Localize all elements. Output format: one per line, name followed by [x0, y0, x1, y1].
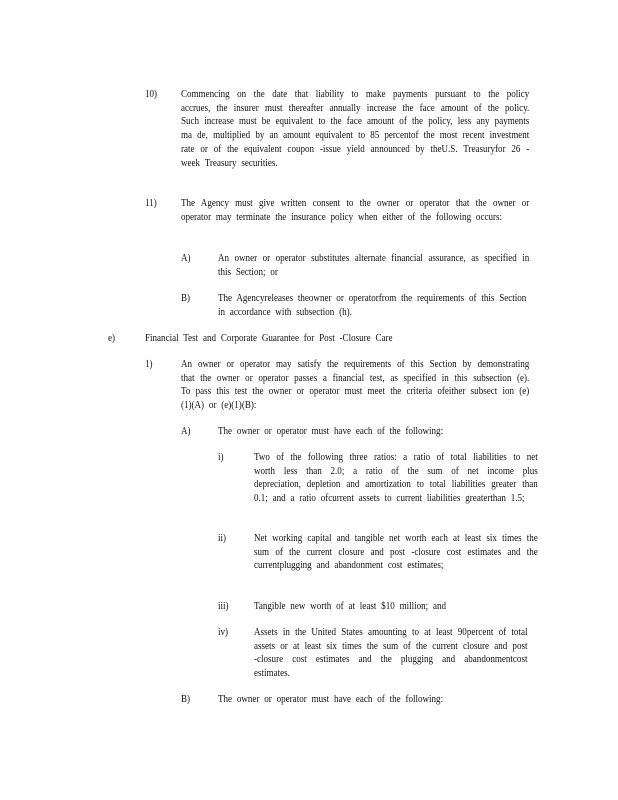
paragraph: Commencing on the date that liability to make payments pursuant to the policy accrues, the insurer must thereafter annually increase the face amount of the policy. Such increase must be equivalent to the face amount of the policy, less any payments ma de, multiplied by an amount equivalent to 85 percentof the most recent investment rate or of the equivalent coupon -issue yield announced by theU.S. Treasuryfor 26 - week Treasury securities.	[181, 89, 530, 169]
paragraph: An owner or operator substitutes alternate financial assurance, as specified in this Section; or	[218, 253, 530, 278]
item-label: iii)	[218, 601, 229, 612]
paragraph: An owner or operator may satisfy the requirements of this Section by demonstrating that the owner or operator passes a financial test, as specified in this subsection (e). To pass this test the owner or operator must meet the criteria ofeither subsect ion (e)(1)(A) or (e)(1)(B):	[181, 359, 530, 412]
paragraph: The Agencyreleases theowner or operatorfrom the requirements of this Section in accordance with subsection (h).	[218, 293, 527, 318]
paragraph: Two of the following three ratios: a ratio of total liabilities to net worth less than 2.0; a ratio of the sum of net income plus depreciation, depletion and amortization to total liabilities greater than 0.1; and a ratio ofcurrent assets to current liabilities greaterthan 1.5;	[254, 452, 538, 505]
item-label: 11)	[145, 198, 157, 209]
paragraph: Net working capital and tangible net worth each at least six times the sum of the current closure and post -closure cost estimates and the currentplugging and abandonment cost estimates;	[254, 533, 538, 572]
paragraph: The Agency must give written consent to the owner or operator that the owner or operator may terminate the insurance policy when either of the following occurs:	[181, 198, 530, 223]
item-label: iv)	[218, 627, 229, 638]
paragraph: The owner or operator must have each of the following:	[218, 426, 444, 437]
item-label: B)	[181, 293, 191, 304]
item-label: A)	[181, 253, 191, 264]
paragraph: Assets in the United States amounting to at least 90percent of total assets or at least six times the sum of the current closure and post -closure cost estimates and the plugging and abandonmentcost estimates.	[254, 627, 528, 680]
paragraph: Tangible new worth of at least $10 million; and	[254, 601, 447, 612]
item-label: 10)	[145, 89, 158, 100]
paragraph: The owner or operator must have each of the following:	[218, 694, 444, 705]
item-label: i)	[218, 452, 224, 463]
item-label: 1)	[145, 359, 153, 370]
section-label: e)	[108, 333, 116, 344]
section-heading: Financial Test and Corporate Guarantee for Post -Closure Care	[145, 333, 393, 344]
item-label: A)	[181, 426, 191, 437]
item-label: B)	[181, 694, 191, 705]
item-label: ii)	[218, 533, 227, 544]
